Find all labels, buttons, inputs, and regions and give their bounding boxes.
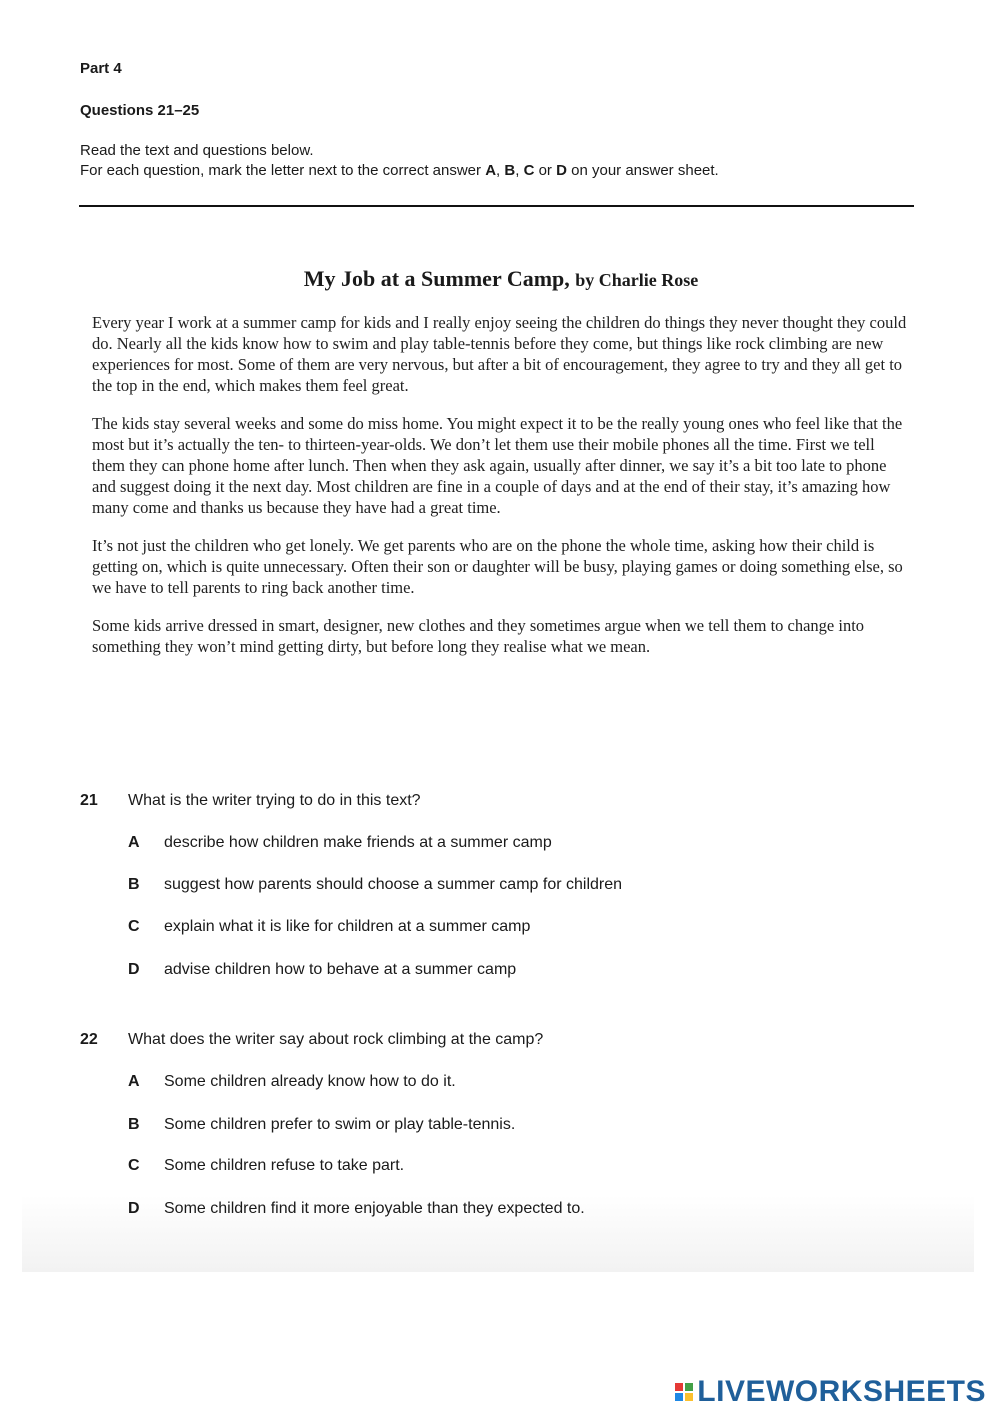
option-d[interactable]: [128, 1200, 888, 1222]
option-text: Some children already know how to do it.: [164, 1073, 456, 1090]
option-c[interactable]: [128, 918, 888, 940]
option-text: describe how children make friends at a summer camp: [164, 834, 552, 851]
option-letter: B: [128, 1116, 140, 1133]
option-letter: D: [128, 961, 140, 978]
option-letter: B: [128, 876, 140, 893]
option-text: Some children find it more enjoyable than they expected to.: [164, 1200, 585, 1217]
option-a[interactable]: [128, 1073, 888, 1095]
option-text: suggest how parents should choose a summer camp for children: [164, 876, 623, 893]
article-paragraph: The kids stay several weeks and some do miss home. You might expect it to be the really young ones who feel like that the most but it’s actually the ten- to thirteen-year-olds. We don’t let them use their mobile phones all the time. First we tell them they can phone home after lunch. Then when they ask again, usually after dinner, we say it’s a bit too late to phone and suggest doing it the next day. Most children are fine in a couple of days and at the end of their stay, it’s amazing how many come and thanks us because they have had a great time.: [92, 414, 903, 517]
option-letter: D: [128, 1200, 140, 1217]
instruction-line-1: Read the text and questions below.: [80, 142, 314, 159]
logo-mark-icon: [675, 1383, 693, 1401]
option-a[interactable]: [128, 834, 888, 856]
option-c[interactable]: [128, 1157, 888, 1179]
question-text: What does the writer say about rock climbing at the camp?: [128, 1031, 544, 1048]
question-text: What is the writer trying to do in this text?: [128, 792, 421, 809]
question-number: 21: [80, 792, 98, 809]
option-letter: C: [128, 918, 140, 935]
section-header: [80, 60, 920, 181]
divider: [79, 205, 914, 207]
article-paragraph: Some kids arrive dressed in smart, designer, new clothes and they sometimes argue when we tell them to change into something they won’t mind getting dirty, but before long they realise what we mean.: [92, 616, 865, 656]
article-byline: by Charlie Rose: [575, 270, 699, 290]
article: [92, 266, 910, 674]
option-letter: C: [128, 1157, 140, 1174]
liveworksheets-logo: [675, 1374, 986, 1410]
option-letter: A: [128, 834, 140, 851]
option-text: advise children how to behave at a summer camp: [164, 961, 517, 978]
article-paragraph: It’s not just the children who get lonely. We get parents who are on the phone the whole time, asking how their child is getting on, which is quite unnecessary. Often their son or daughter will be busy, playing games or doing something else, so we have to tell parents to ring back another time.: [92, 536, 903, 597]
option-text: Some children refuse to take part.: [164, 1157, 405, 1174]
article-title: [92, 266, 910, 292]
questions-range: Questions 21–25: [80, 102, 200, 119]
instruction-line-2: For each question, mark the letter next to the correct answer A, B, C or D on your answer sheet.: [80, 162, 719, 179]
article-paragraph: Every year I work at a summer camp for kids and I really enjoy seeing the children do things they never thought they could do. Nearly all the kids know how to swim and play table-tennis before they come, but things like rock climbing are new experiences for most. Some of them are very nervous, but after a bit of encouragement, they agree to try and they all get to the top in the end, which makes them feel great.: [92, 313, 907, 395]
option-letter: A: [128, 1073, 140, 1090]
part-label: Part 4: [80, 60, 122, 77]
logo-text: LIVEWORKSHEETS: [697, 1375, 986, 1408]
question-number: 22: [80, 1031, 98, 1048]
instructions: [80, 141, 920, 181]
option-text: Some children prefer to swim or play table-tennis.: [164, 1116, 516, 1133]
option-b[interactable]: [128, 876, 888, 898]
option-d[interactable]: [128, 961, 888, 983]
option-b[interactable]: [128, 1116, 888, 1138]
option-text: explain what it is like for children at a summer camp: [164, 918, 531, 935]
article-title-text: My Job at a Summer Camp,: [303, 266, 570, 291]
